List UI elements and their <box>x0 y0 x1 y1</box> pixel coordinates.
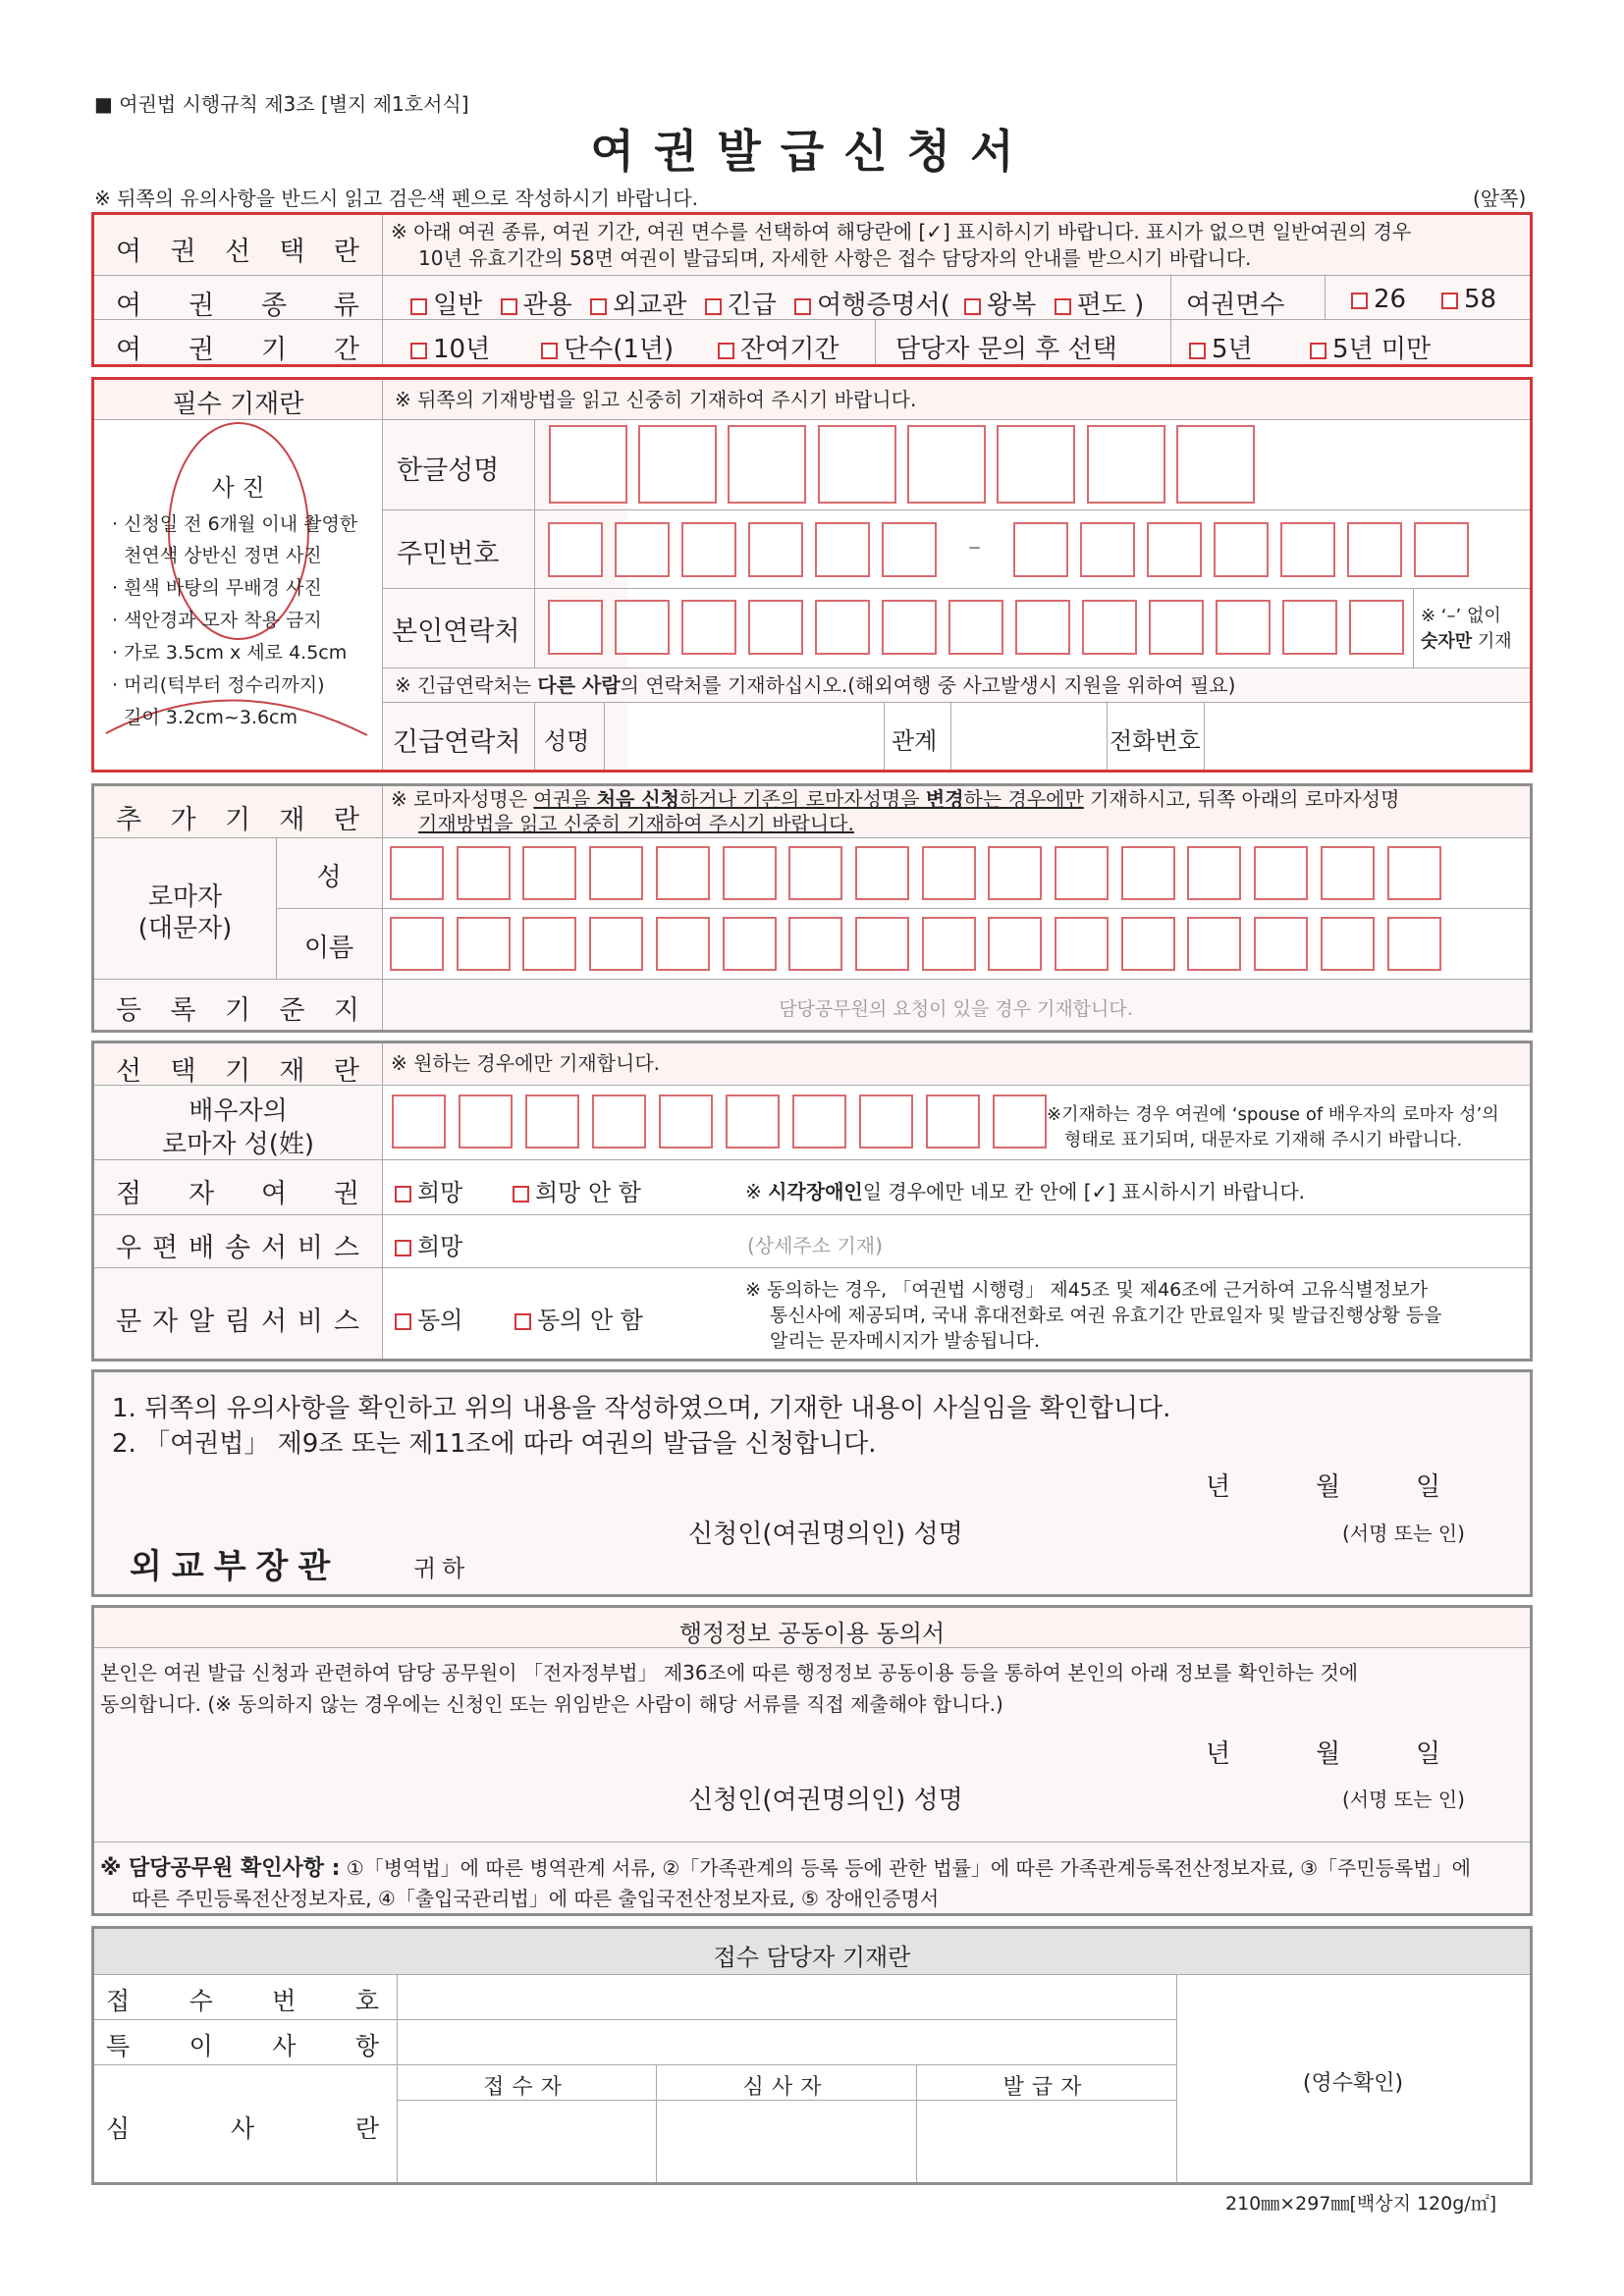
roman-surname-cell[interactable] <box>988 846 1042 900</box>
applicant-signature-field[interactable] <box>963 1506 1228 1549</box>
korean-name-label: 한글성명 <box>397 455 500 486</box>
selection-note-line1: ※ 아래 여권 종류, 여권 기간, 여권 면수를 선택하여 해당란에 [✓] 표시하시기 바랍니다. 표시가 없으면 일반여권의 경우 <box>391 220 1412 243</box>
checkbox[interactable] <box>501 298 517 315</box>
checkbox[interactable] <box>395 1313 411 1330</box>
braille-no-option[interactable]: 희망 안 함 <box>513 1173 641 1207</box>
consult-label: 담당자 문의 후 선택 <box>895 335 1117 364</box>
resident-number-dash: – <box>968 532 981 561</box>
checkbox[interactable] <box>513 1186 529 1202</box>
passport-period-label: 여 권 기 간 <box>116 335 359 365</box>
receipt-number-input[interactable] <box>399 1976 1174 2018</box>
date-month: 월 <box>1316 1472 1341 1502</box>
issuer-stamp-field[interactable] <box>918 2102 1174 2180</box>
roman-surname-cell[interactable] <box>390 846 444 900</box>
resident-number-cell[interactable] <box>1080 522 1135 577</box>
postal-label: 우 편 배 송 서 비 스 <box>116 1233 359 1263</box>
checkbox[interactable] <box>1441 293 1458 309</box>
additional-note-line2: 기재방법을 읽고 신중히 기재하여 주시기 바랍니다. <box>418 812 854 835</box>
photo-rule: · 가로 3.5cm x 세로 4.5cm <box>112 642 348 664</box>
form-title: 여권발급신청서 <box>590 125 1034 178</box>
spouse-label-2: 로마자 성(姓) <box>161 1130 315 1159</box>
checkbox[interactable] <box>1055 298 1071 315</box>
special-notes-input[interactable] <box>399 2021 1174 2063</box>
passport-pages-label: 여권면수 <box>1186 291 1285 320</box>
fee-confirm: (영수확인) <box>1302 2071 1404 2096</box>
honorific: 귀하 <box>413 1555 471 1582</box>
resident-number-cell[interactable] <box>748 522 803 577</box>
emergency-phone-label: 전화번호 <box>1110 727 1201 755</box>
registration-input[interactable] <box>384 981 1528 1028</box>
type-emergency-option[interactable]: 긴급 <box>705 291 777 320</box>
consent-title: 행정정보 공동이용 동의서 <box>678 1620 946 1647</box>
roman-surname-cell[interactable] <box>788 846 842 900</box>
consent-text-line1: 본인은 여권 발급 신청과 관련하여 담당 공무원이 「전자정부법」 제36조에 따른 행정정보 공동이용 등을 통하여 본인의 아래 정보를 확인하는 것에 <box>100 1661 1359 1684</box>
roman-surname-cell[interactable] <box>1187 846 1241 900</box>
braille-label: 점 자 여 권 <box>116 1179 359 1209</box>
roman-given-name-cell[interactable] <box>1055 917 1109 971</box>
resident-number-cell[interactable] <box>615 522 670 577</box>
roman-given-name-cell[interactable] <box>522 917 576 971</box>
resident-number-label: 주민번호 <box>397 539 500 569</box>
sign-label: (서명 또는 인) <box>1342 1522 1465 1545</box>
emergency-relation-input[interactable] <box>952 704 1106 769</box>
checkbox[interactable] <box>705 298 722 315</box>
pages-26-option[interactable]: 26 <box>1351 285 1406 314</box>
roman-given-name-cell[interactable] <box>656 917 710 971</box>
contact-note-line2: 숫자만 기재 <box>1421 631 1512 652</box>
spouse-label: 배우자의 <box>189 1096 288 1126</box>
spouse-surname-cell[interactable] <box>592 1095 646 1148</box>
photo-area <box>94 421 382 770</box>
korean-name-cell[interactable] <box>728 425 806 504</box>
spouse-surname-cell[interactable] <box>392 1095 446 1148</box>
date-day: 일 <box>1416 1472 1441 1502</box>
optional-section <box>91 1041 1533 1362</box>
korean-name-cell[interactable] <box>549 425 627 504</box>
contact-cell[interactable] <box>681 600 736 655</box>
korean-name-cell[interactable] <box>1087 425 1165 504</box>
checkbox[interactable] <box>1310 343 1326 359</box>
emergency-relation-label: 관계 <box>892 727 938 755</box>
consent-date-year: 년 <box>1206 1739 1231 1769</box>
declaration-line1: 1. 뒤쪽의 유의사항을 확인하고 위의 내용을 작성하였으며, 기재한 내용이 사실임을 확인합니다. <box>112 1394 1171 1423</box>
roman-surname-cell[interactable] <box>1387 846 1441 900</box>
checkbox[interactable] <box>718 343 734 359</box>
contact-note-line1: ※ ‘–’ 없이 <box>1421 606 1501 626</box>
contact-cell[interactable] <box>1015 600 1070 655</box>
photo-rule: · 머리(턱부터 정수리까지) <box>112 674 325 696</box>
resident-number-cell[interactable] <box>1414 522 1469 577</box>
registration-label: 등 록 기 준 지 <box>116 995 359 1026</box>
checkbox[interactable] <box>395 1240 411 1256</box>
review-label: 심 사 란 <box>106 2114 379 2143</box>
contact-cell[interactable] <box>1282 600 1337 655</box>
trip-oneway-option[interactable]: 편도 <box>1055 291 1126 320</box>
passport-selection-header: 여 권 선 택 란 <box>116 237 359 267</box>
special-notes-label: 특 이 사 항 <box>106 2032 379 2060</box>
consent-date-month: 월 <box>1316 1739 1341 1769</box>
resident-number-cell[interactable] <box>1214 522 1269 577</box>
roman-surname-cell[interactable] <box>656 846 710 900</box>
pages-58-option[interactable]: 58 <box>1441 285 1496 314</box>
korean-name-cell[interactable] <box>1176 425 1255 504</box>
additional-header: 추 가 기 재 란 <box>116 805 359 835</box>
spouse-surname-cell[interactable] <box>859 1095 913 1148</box>
resident-number-cell[interactable] <box>1013 522 1068 577</box>
trip-roundtrip-option[interactable]: 왕복 <box>964 291 1036 320</box>
sms-label: 문 자 알 림 서 비 스 <box>116 1307 359 1337</box>
receiver-stamp-field[interactable] <box>399 2102 654 2180</box>
reviewer-header: 심사자 <box>742 2075 830 2100</box>
spouse-surname-cell[interactable] <box>926 1095 980 1148</box>
sms-note-line3: 알리는 문자메시지가 발송됩니다. <box>770 1330 1041 1352</box>
period-10y-option[interactable]: 10년 <box>410 329 490 365</box>
emergency-label: 긴급연락처 <box>393 727 521 758</box>
checkbox[interactable] <box>964 298 981 315</box>
photo-title: 사 진 <box>211 474 265 502</box>
consent-text-line2: 동의합니다. (※ 동의하지 않는 경우에는 신청인 또는 위임받은 사람이 해당 서류를 직접 제출해야 합니다.) <box>100 1692 1003 1716</box>
contact-cell[interactable] <box>948 600 1003 655</box>
consult-5y-option[interactable]: 5년 <box>1189 329 1253 365</box>
korean-name-cell[interactable] <box>638 425 717 504</box>
resident-number-cell[interactable] <box>1147 522 1202 577</box>
contact-cell[interactable] <box>615 600 670 655</box>
roman-surname-cell[interactable] <box>723 846 777 900</box>
roman-surname-cell[interactable] <box>1055 846 1109 900</box>
instruction: ※ 뒤쪽의 유의사항을 반드시 읽고 검은색 펜으로 작성하시기 바랍니다. <box>94 187 698 210</box>
given-name-label: 이름 <box>303 934 354 963</box>
postal-note: (상세주소 기재) <box>747 1234 883 1257</box>
contact-cell[interactable] <box>1149 600 1204 655</box>
receipt-number-label: 접 수 번 호 <box>106 1987 379 2015</box>
checkbox[interactable] <box>410 298 427 315</box>
roman-surname-cell[interactable] <box>1121 846 1175 900</box>
spouse-surname-cell[interactable] <box>525 1095 579 1148</box>
additional-note-line1: ※ 로마자성명은 여권을 처음 신청하거나 기존의 로마자성명을 변경하는 경우에만 기재하시고, 뒤쪽 아래의 로마자성명 <box>391 787 1400 811</box>
roman-label-uppercase: (대문자) <box>137 914 233 943</box>
photo-rule: 길이 3.2cm~3.6cm <box>124 707 298 728</box>
side-label: (앞쪽) <box>1473 187 1527 210</box>
photo-rule: 천연색 상반신 정면 사진 <box>124 545 322 566</box>
checkbox[interactable] <box>395 1186 411 1202</box>
officer-items-line1: ※ 담당공무원 확인사항 : ①「병역법」에 따른 병역관계 서류, ②「가족관계의 등록 등에 관한 법률」에 따른 가족관계등록전산정보자료, ③「주민등록법」에 <box>100 1856 1471 1881</box>
roman-given-name-cell[interactable] <box>457 917 511 971</box>
contact-cell[interactable] <box>1216 600 1271 655</box>
roman-given-name-cell[interactable] <box>1321 917 1375 971</box>
braille-hope-option[interactable]: 희망 <box>395 1173 462 1207</box>
roman-given-name-cell[interactable] <box>390 917 444 971</box>
addressee: 외교부장관 <box>130 1547 341 1586</box>
checkbox[interactable] <box>410 343 427 359</box>
passport-selection-section <box>91 212 1533 367</box>
emergency-name-input[interactable] <box>606 704 883 769</box>
contact-label: 본인연락처 <box>392 616 520 647</box>
roman-surname-cell[interactable] <box>1254 846 1308 900</box>
sms-agree-option[interactable]: 동의 <box>395 1301 462 1335</box>
roman-surname-cell[interactable] <box>855 846 909 900</box>
optional-note: ※ 원하는 경우에만 기재합니다. <box>391 1051 661 1075</box>
sms-disagree-option[interactable]: 동의 안 함 <box>514 1301 643 1335</box>
required-note: ※ 뒤쪽의 기재방법을 읽고 신중히 기재하여 주시기 바랍니다. <box>395 388 917 411</box>
type-travel-cert-option[interactable]: 여행증명서( <box>794 291 950 320</box>
registration-note: 담당공무원의 요청이 있을 경우 기재합니다. <box>779 998 1133 1020</box>
contact-cell[interactable] <box>1082 600 1137 655</box>
spouse-note-line2: 형태로 표기되며, 대문자로 기재해 주시기 바랍니다. <box>1064 1130 1463 1150</box>
roman-given-name-cell[interactable] <box>723 917 777 971</box>
roman-surname-cell[interactable] <box>522 846 576 900</box>
reception-section <box>91 1926 1533 2185</box>
receiver-header: 접수자 <box>483 2075 569 2100</box>
sms-note-line1: ※ 동의하는 경우, 「여권법 시행령」 제45조 및 제46조에 근거하여 고유식별정보가 <box>745 1279 1428 1301</box>
consent-applicant-label: 신청인(여권명의인) 성명 <box>688 1786 963 1815</box>
type-official-option[interactable]: 관용 <box>501 291 572 320</box>
checkbox[interactable] <box>541 343 558 359</box>
passport-type-options: 일반 관용 외교관 긴급 여행증명서( 왕복 편도 ) <box>410 285 1144 321</box>
photo-rule: · 색안경과 모자 착용 금지 <box>112 610 322 631</box>
issuer-header: 발급자 <box>1002 2075 1090 2100</box>
resident-number-cell[interactable] <box>815 522 870 577</box>
roman-surname-cell[interactable] <box>922 846 976 900</box>
checkbox[interactable] <box>1189 343 1206 359</box>
postal-hope-option[interactable]: 희망 <box>395 1227 462 1261</box>
roman-given-name-cell[interactable] <box>1121 917 1175 971</box>
reviewer-stamp-field[interactable] <box>658 2102 914 2180</box>
checkbox[interactable] <box>514 1313 531 1330</box>
regulation-reference: ■ 여권법 시행규칙 제3조 [별지 제1호서식] <box>94 92 469 116</box>
resident-number-cell[interactable] <box>1347 522 1402 577</box>
reception-title: 접수 담당자 기재란 <box>713 1944 911 1971</box>
optional-header: 선 택 기 재 란 <box>116 1056 359 1087</box>
checkbox[interactable] <box>1351 293 1368 309</box>
paper-spec: 210㎜×297㎜[백상지 120g/㎡] <box>1225 2193 1497 2215</box>
required-header: 필수 기재란 <box>172 390 304 419</box>
consent-section <box>91 1605 1533 1916</box>
roman-given-name-cell[interactable] <box>589 917 643 971</box>
roman-given-name-cell[interactable] <box>922 917 976 971</box>
type-general-option[interactable]: 일반 <box>410 291 482 320</box>
period-single-option[interactable]: 단수(1년) <box>541 329 674 365</box>
resident-number-cell[interactable] <box>681 522 736 577</box>
emergency-name-label: 성명 <box>544 727 590 755</box>
applicant-label: 신청인(여권명의인) 성명 <box>688 1520 963 1549</box>
date-year: 년 <box>1206 1472 1231 1502</box>
roman-given-name-cell[interactable] <box>1187 917 1241 971</box>
contact-cell[interactable] <box>548 600 603 655</box>
contact-cell[interactable] <box>748 600 803 655</box>
passport-type-label: 여 권 종 류 <box>116 291 359 321</box>
roman-given-name-cell[interactable] <box>988 917 1042 971</box>
roman-given-name-cell[interactable] <box>855 917 909 971</box>
roman-surname-cell[interactable] <box>457 846 511 900</box>
surname-label: 성 <box>316 863 342 892</box>
declaration-section <box>91 1369 1533 1597</box>
spouse-surname-cell[interactable] <box>459 1095 513 1148</box>
spouse-note-line1: ※기재하는 경우 여권에 ‘spouse of 배우자의 로마자 성’의 <box>1047 1104 1499 1125</box>
roman-surname-cell[interactable] <box>1321 846 1375 900</box>
roman-given-name-cell[interactable] <box>1387 917 1441 971</box>
korean-name-cell[interactable] <box>997 425 1075 504</box>
selection-note-line2: 10년 유효기간의 58면 여권이 발급되며, 자세한 사항은 접수 담당자의 안내를 받으시기 바랍니다. <box>418 246 1252 270</box>
korean-name-cell[interactable] <box>818 425 896 504</box>
spouse-surname-cell[interactable] <box>993 1095 1047 1148</box>
spouse-surname-cell[interactable] <box>659 1095 713 1148</box>
korean-name-cell[interactable] <box>907 425 986 504</box>
roman-surname-cell[interactable] <box>589 846 643 900</box>
consent-sign-label: (서명 또는 인) <box>1342 1788 1465 1811</box>
declaration-line2: 2. 「여권법」 제9조 또는 제11조에 따라 여권의 발급을 신청합니다. <box>112 1429 877 1459</box>
contact-cell[interactable] <box>882 600 937 655</box>
checkbox[interactable] <box>794 298 811 315</box>
consult-under5y-option[interactable]: 5년 미만 <box>1310 329 1431 365</box>
period-remaining-option[interactable]: 잔여기간 <box>718 329 839 365</box>
spouse-surname-cell[interactable] <box>792 1095 846 1148</box>
type-diplomatic-option[interactable]: 외교관 <box>590 291 686 320</box>
resident-number-cell[interactable] <box>548 522 603 577</box>
checkbox[interactable] <box>590 298 607 315</box>
photo-rule: · 흰색 바탕의 무배경 사진 <box>112 577 322 599</box>
consent-signature-field[interactable] <box>963 1773 1228 1816</box>
roman-label: 로마자 <box>147 882 223 912</box>
contact-cell[interactable] <box>815 600 870 655</box>
sms-note-line2: 통신사에 제공되며, 국내 휴대전화로 여권 유효기간 만료일자 및 발급진행상황 등을 <box>770 1305 1442 1326</box>
resident-number-cell[interactable] <box>882 522 937 577</box>
emergency-phone-input[interactable] <box>1206 704 1528 769</box>
roman-given-name-cell[interactable] <box>788 917 842 971</box>
officer-items-line2: 따른 주민등록전산정보자료, ④「출입국관리법」에 따른 출입국전산정보자료, ⑤ 장애인증명서 <box>132 1887 940 1910</box>
roman-given-name-cell[interactable] <box>1254 917 1308 971</box>
photo-rule: · 신청일 전 6개월 이내 촬영한 <box>112 513 358 535</box>
consent-date-day: 일 <box>1416 1739 1441 1769</box>
contact-cell[interactable] <box>1349 600 1404 655</box>
additional-section <box>91 783 1533 1033</box>
spouse-surname-cell[interactable] <box>726 1095 780 1148</box>
resident-number-cell[interactable] <box>1280 522 1335 577</box>
emergency-note: ※ 긴급연락처는 다른 사람의 연락처를 기재하십시오.(해외여행 중 사고발생시 지원을 위하여 필요) <box>395 673 1236 697</box>
braille-note: ※ 시각장애인일 경우에만 네모 칸 안에 [✓] 표시하시기 바랍니다. <box>745 1180 1306 1203</box>
required-section <box>91 377 1533 773</box>
